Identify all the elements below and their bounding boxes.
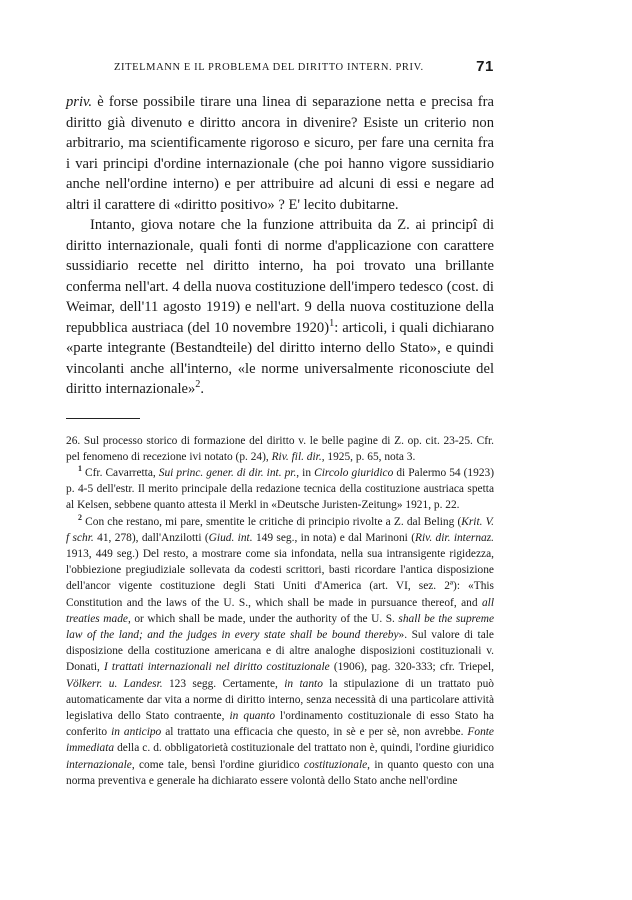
running-head: [66, 58, 494, 80]
paragraph-2: [66, 215, 494, 400]
footnote-separator: [66, 418, 140, 419]
footnote-2-italic-8: in tanto: [284, 677, 323, 690]
footnote-2-text-k: al trattato una efficacia che questo, in sè e per sè, non avrebbe.: [161, 726, 468, 739]
footnote-1-number: 1: [78, 464, 82, 474]
footnote-2-italic-7: Völkerr. u. Landesr.: [66, 677, 163, 690]
footnote-1-text-b: , in: [296, 466, 315, 479]
footnote-2-text-n: , in quanto questo con una norma preventiva e generale ha dichiarato essere volontà dello Stato anche nell'ordine: [66, 758, 494, 787]
footnote-2-number: 2: [78, 512, 82, 522]
paragraph-2-text-c: .: [200, 381, 205, 397]
footnote-2-text-j: l'ordinamento costituzionale di esso Stato ha conferito: [66, 709, 494, 739]
footnote-2-text-c: 149 seg., in nota) e dal Marinoni (: [252, 531, 415, 544]
footnote-2-italic-11: Fonte immediata: [66, 726, 494, 755]
footnote-ref-1: 1: [329, 317, 335, 329]
main-text: [66, 92, 494, 400]
footnote-2-italic-5: shall be the supreme law of the land; and the judges in every state shall be bound thereby: [66, 612, 494, 641]
running-head-title: ZITELMANN E IL PROBLEMA DEL DIRITTO INTERN. PRIV.: [114, 62, 424, 73]
paragraph-1-text: è forse possibile tirare una linea di separazione netta e precisa fra diritto già divenuto e diritto ancora in divenire? Esiste un criterio non arbitrario, ma scientificamente rigoroso e sicuro, per fare una cernita fra i vari principi d'ordine internazionale (che poi hanno vigore sussidiario anche nell'ordine interno) e per attribuire ad alcuni di essi e negare ad altri il carattere di «diritto positivo» ? E' lecito dubitarne.: [66, 94, 494, 213]
footnote-2-text-i: la stipulazione di un trattato può automaticamente dar vita a norme di diritto interno, senza necessità di una particolare attività legislativa dello Stato contraente,: [66, 677, 494, 722]
footnote-26: [66, 433, 494, 465]
footnote-1-italic-2: Circolo giuridico: [314, 466, 394, 479]
footnote-2: [66, 514, 494, 789]
footnote-2-text-l: della c. d. obbligatorietà costituzionale del trattato non è, quindi, l'ordine giuridico: [114, 742, 494, 755]
footnote-2-text-h: 123 segg. Certamente,: [162, 677, 285, 690]
paragraph-1-italic: priv.: [66, 94, 93, 110]
footnote-2-italic-1: Krit. V. f schr.: [66, 515, 494, 544]
footnote-1-italic-1: Sui princ. gener. di dir. int. pr.: [158, 466, 297, 479]
footnote-2-italic-10: in anticipo: [111, 726, 162, 739]
footnote-2-text-a: Con che restano, mi pare, smentite le critiche di principio rivolte a Z. dal Beling (: [81, 515, 462, 528]
footnote-26-text-b: , 1925, p. 65, nota 3.: [321, 450, 416, 463]
footnote-1-text-a: Cfr. Cavarretta,: [81, 466, 159, 479]
footnote-2-italic-2: Giud. int.: [208, 531, 253, 544]
paragraph-2-text-b: : articoli, i quali dichiarano «parte integrante (Bestandteile) del diritto interno dello Stato», e quindi vincolanti anche all'interno, «le norme universalmente riconosciute del diritto internazionale»: [66, 319, 494, 397]
footnote-2-italic-9: in quanto: [229, 709, 276, 722]
footnotes: [66, 433, 494, 789]
footnote-ref-2: 2: [195, 379, 201, 391]
footnote-2-text-f: ». Sul valore di tale disposizione della costituzione americana e di altre analoghe disposizioni costituzionali v. Donati,: [66, 628, 494, 674]
footnote-2-text-m: , come tale, bensì l'ordine giuridico: [131, 758, 304, 771]
footnote-2-italic-12: internazionale: [66, 758, 132, 771]
paragraph-2-text-a: Intanto, giova notare che la funzione attribuita da Z. ai principî di diritto internazionale, quali fonti di norme d'applicazione con carattere sussidiario recette nel diritto interno, ha poi trovato una brillante conferma nell'art. 4 della nuova costituzione dell'impero tedesco (cost. di Weimar, dell'11 agosto 1919) e nell'art. 9 della nuova costituzione della repubblica austriaca (del 10 novembre 1920): [66, 217, 494, 336]
page-number: 71: [476, 58, 494, 75]
footnote-2-text-e: , or which shall be made, under the authority of the U. S.: [127, 612, 399, 625]
footnote-2-italic-13: costituzionale: [303, 758, 368, 771]
footnote-1-text-c: di Palermo 54 (1923) p. 4-5 dell'estr. Il merito principale della redazione tecnica della costituzione austriaca spetta al Kelsen, sebbene quanto attesta il Merkl in «Deutsche Juristen-Zeitung» 1921, p. 22.: [66, 466, 495, 512]
book-page: [66, 58, 494, 789]
paragraph-1: [66, 92, 494, 215]
footnote-2-italic-4: all treaties made: [66, 596, 494, 625]
footnote-26-italic: Riv. fil. dir.: [271, 450, 322, 463]
footnote-2-text-d: 1913, 449 seg.) Del resto, a mostrare come sia infondata, nella sua intransigente rigidezza, l'obbiezione pregiudiziale sollevata da codesti scrittori, basti ricordare l'antica disposizione dell'ancor vigente costituzione degli Stati Uniti d'America (art. VI, sez. 2ª): «This Constitution and the laws of the U. S., which shall be made in pursuance thereof, and: [66, 547, 494, 609]
footnote-26-text-a: 26. Sul processo storico di formazione del diritto v. le belle pagine di Z. op. cit. 23-25. Cfr. pel fenomeno di recezione ivi notato (p. 24),: [66, 434, 494, 463]
footnote-2-text-b: 41, 278), dall'Anzilotti (: [93, 531, 209, 544]
footnote-2-italic-6: I trattati internazionali nel diritto costituzionale: [103, 661, 330, 674]
footnote-2-italic-3: Riv. dir. internaz.: [415, 531, 495, 544]
footnote-1: [66, 465, 494, 514]
footnote-2-text-g: (1906), pag. 320-333; cfr. Triepel,: [329, 661, 494, 674]
